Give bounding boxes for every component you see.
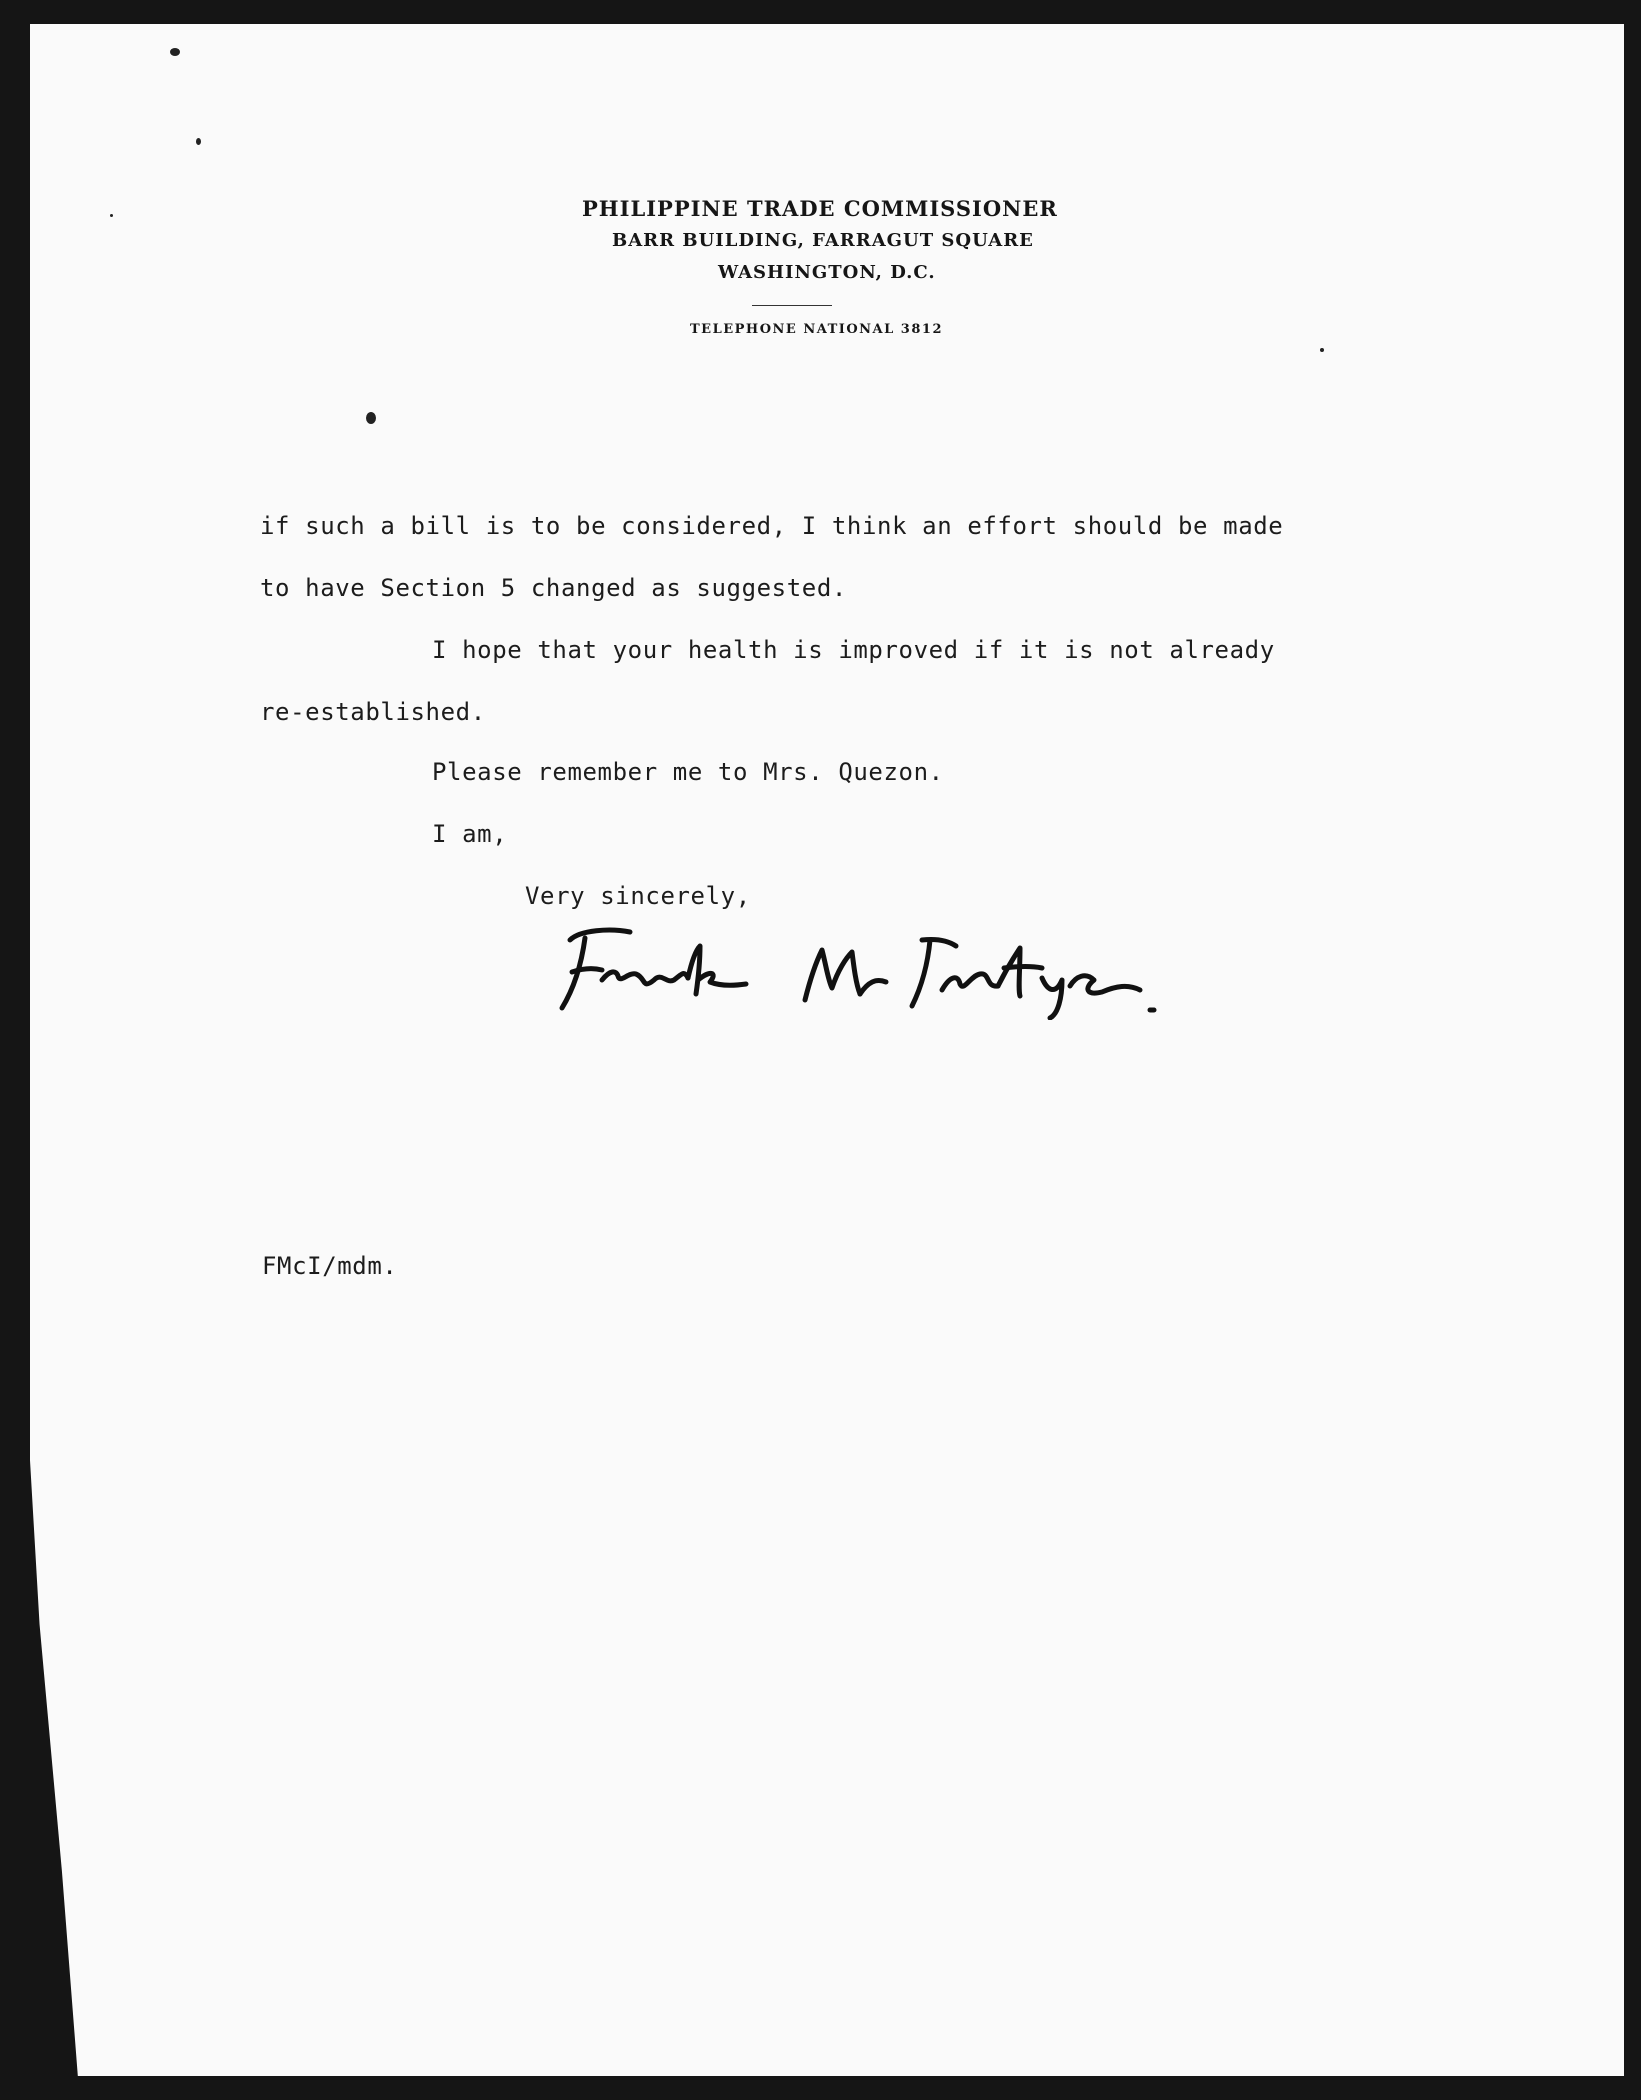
letterhead-telephone: TELEPHONE NATIONAL 3812: [690, 322, 943, 337]
typist-initials: FMcI/mdm.: [262, 1252, 398, 1280]
scan-speck: [366, 412, 376, 424]
scan-speck: [1320, 348, 1324, 352]
letterhead-address: BARR BUILDING, FARRAGUT SQUARE: [612, 230, 1034, 251]
handwritten-signature: [550, 910, 1230, 1020]
body-paragraph-2-line-1: I hope that your health is improved if it is not already: [432, 636, 1275, 664]
scan-speck: [170, 48, 180, 56]
scan-speck: [110, 214, 113, 217]
body-paragraph-1-line-1: if such a bill is to be considered, I think an effort should be made: [260, 512, 1284, 540]
letterhead-divider: [752, 305, 832, 306]
letterhead-city: WASHINGTON, D.C.: [718, 262, 936, 283]
body-paragraph-1-line-2: to have Section 5 changed as suggested.: [260, 574, 847, 602]
body-paragraph-4: I am,: [432, 820, 508, 848]
letterhead-title: PHILIPPINE TRADE COMMISSIONER: [582, 196, 1058, 221]
body-paragraph-2-line-2: re-established.: [260, 698, 486, 726]
scan-speck: [196, 138, 201, 145]
body-paragraph-3: Please remember me to Mrs. Quezon.: [432, 758, 944, 786]
closing-salutation: Very sincerely,: [525, 882, 751, 910]
